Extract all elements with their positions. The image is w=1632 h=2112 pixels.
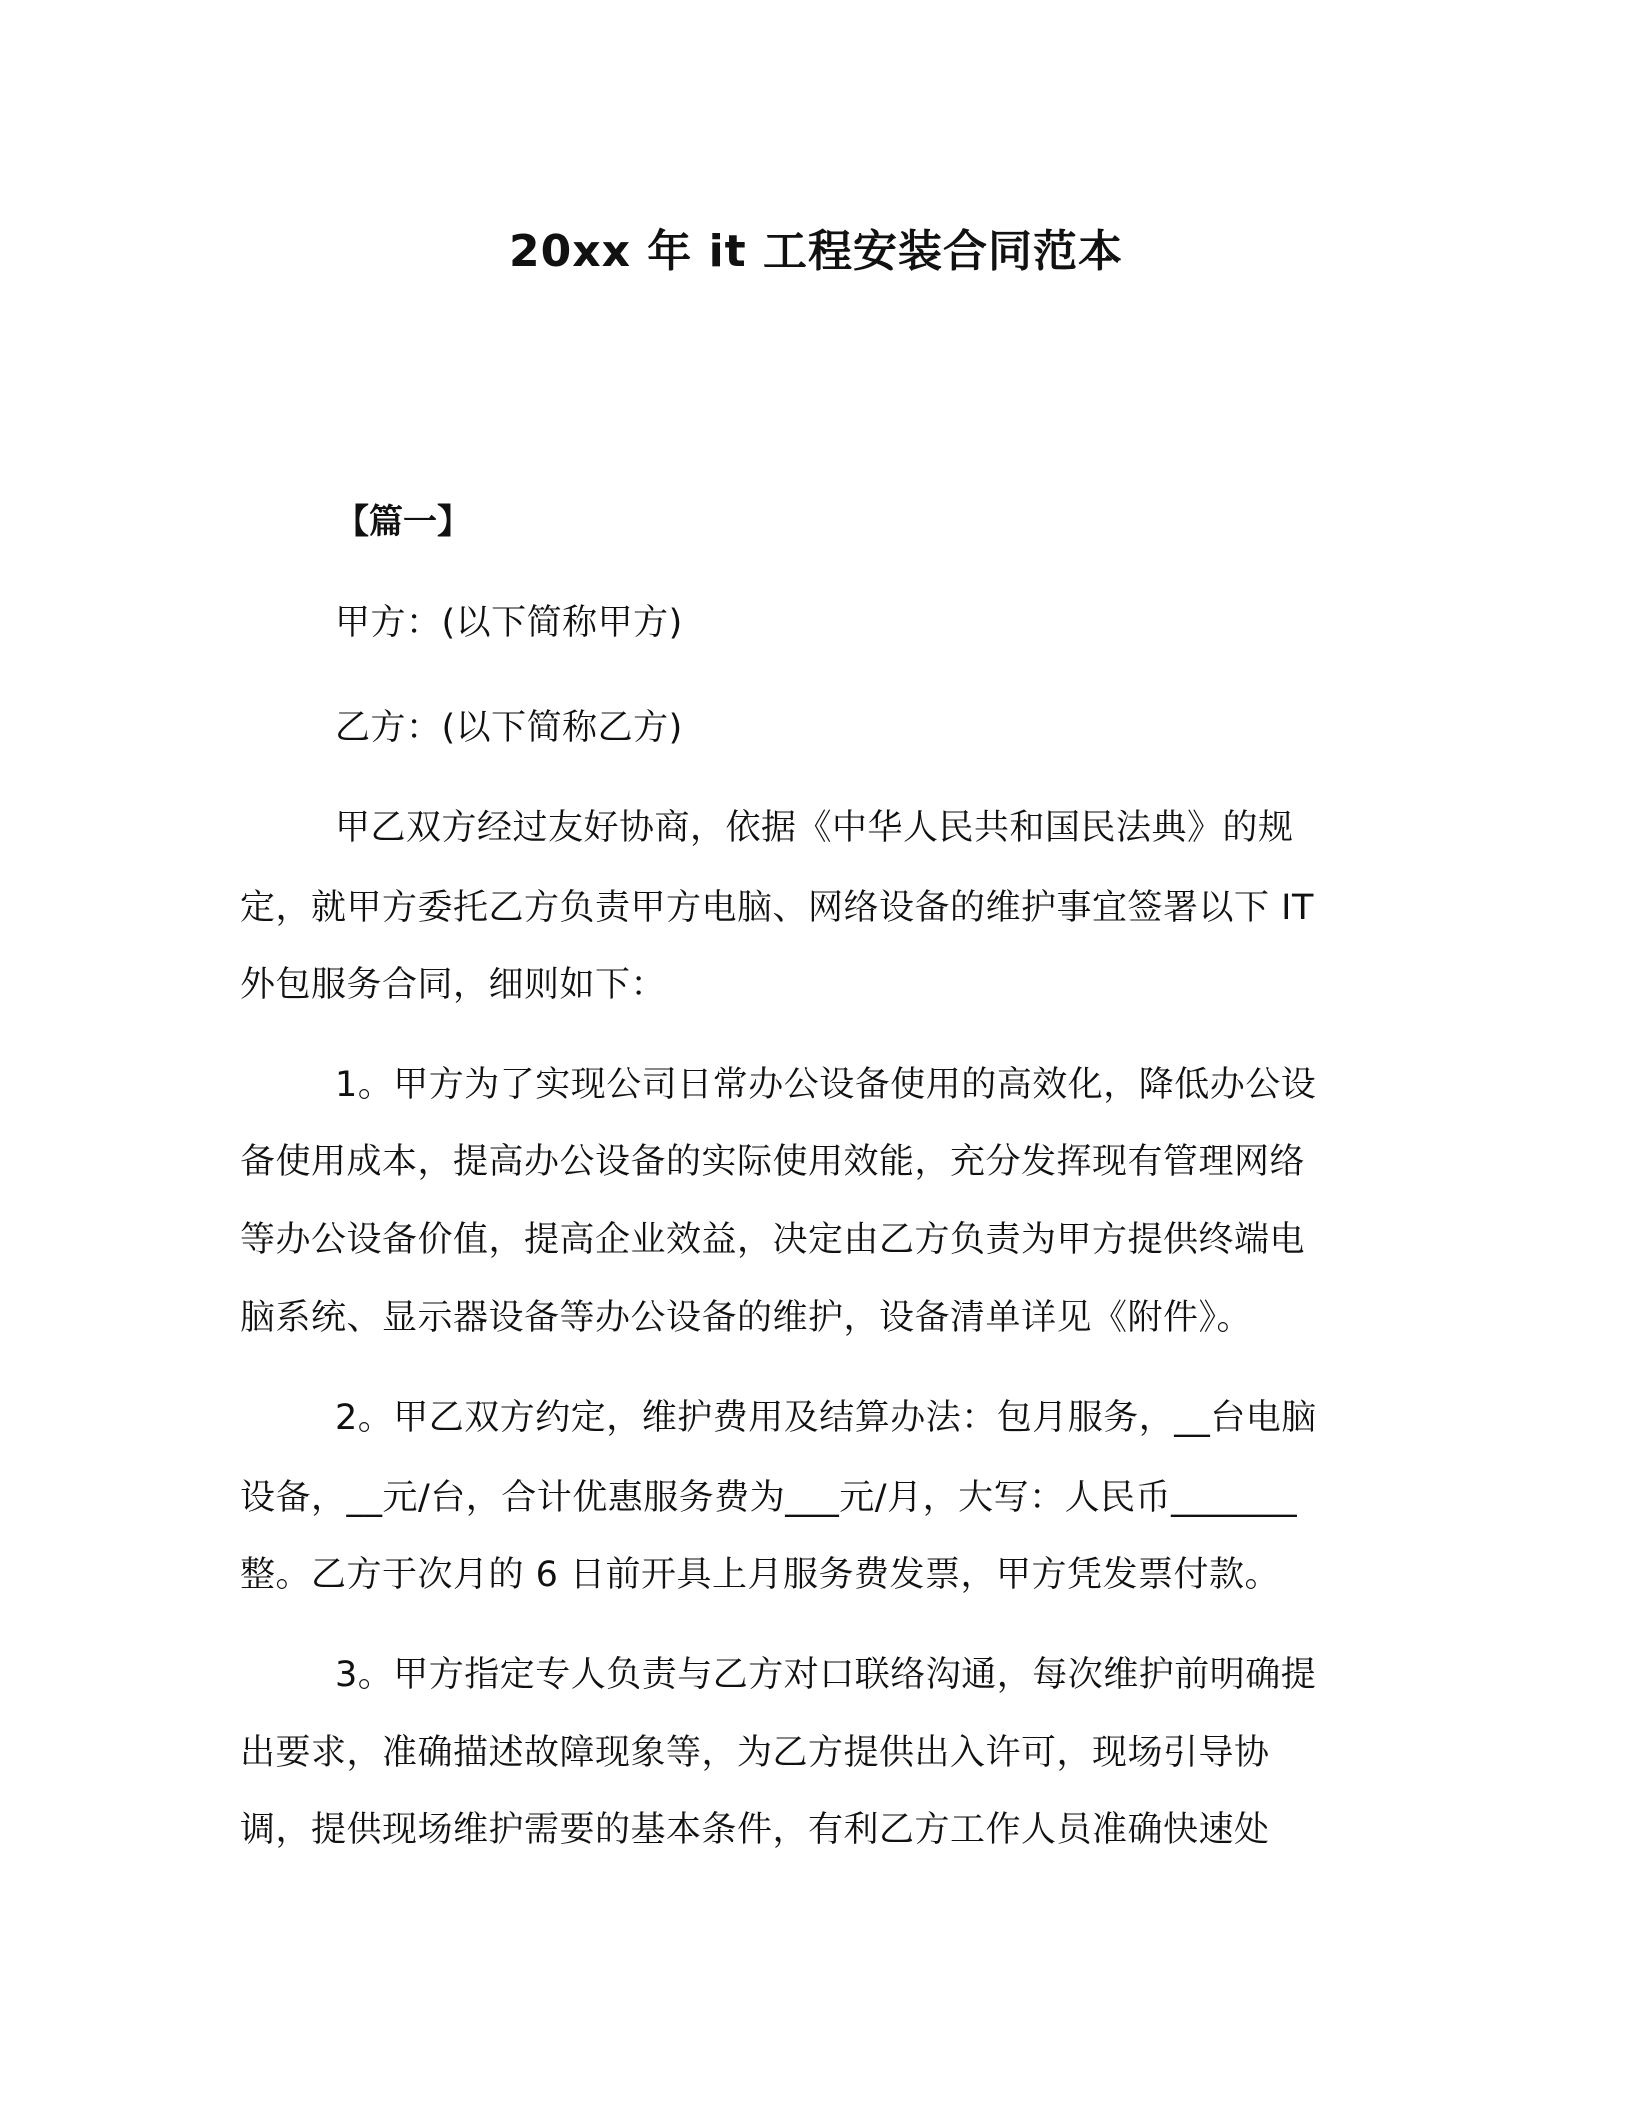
- party-a-line: 甲方：(以下简称甲方): [335, 603, 683, 643]
- intro-line: 外包服务合同，细则如下：: [240, 965, 667, 1005]
- clause-3-line: 调，提供现场维护需要的基本条件，有利乙方工作人员准确快速处: [240, 1810, 1270, 1850]
- intro-line: 定，就甲方委托乙方负责甲方电脑、网络设备的维护事宜签署以下 IT: [240, 888, 1314, 928]
- clause-1-line: 脑系统、显示器设备等办公设备的维护，设备清单详见《附件》。: [240, 1298, 1253, 1338]
- party-b-line: 乙方：(以下简称乙方): [335, 708, 683, 748]
- clause-2-line: 整。乙方于次月的 6 日前开具上月服务费发票，甲方凭发票付款。: [240, 1555, 1281, 1595]
- section-label: 【篇一】: [335, 502, 471, 542]
- clause-1-line: 备使用成本，提高办公设备的实际使用效能，充分发挥现有管理网络: [240, 1142, 1306, 1182]
- clause-1-line: 等办公设备价值，提高企业效益，决定由乙方负责为甲方提供终端电: [240, 1220, 1306, 1260]
- clause-1-line: 1。甲方为了实现公司日常办公设备使用的高效化，降低办公设: [335, 1065, 1317, 1105]
- clause-2-line: 设备，__元/台，合计优惠服务费为___元/月，大写：人民币_______: [240, 1478, 1298, 1518]
- clause-2-line: 2。甲乙双方约定，维护费用及结算办法：包月服务，__台电脑: [335, 1398, 1317, 1438]
- intro-line: 甲乙双方经过友好协商，依据《中华人民共和国民法典》的规: [335, 808, 1294, 848]
- document-title: 20xx 年 it 工程安装合同范本: [508, 226, 1124, 277]
- clause-3-line: 3。甲方指定专人负责与乙方对口联络沟通，每次维护前明确提: [335, 1655, 1317, 1695]
- clause-3-line: 出要求，准确描述故障现象等，为乙方提供出入许可，现场引导协: [240, 1733, 1270, 1773]
